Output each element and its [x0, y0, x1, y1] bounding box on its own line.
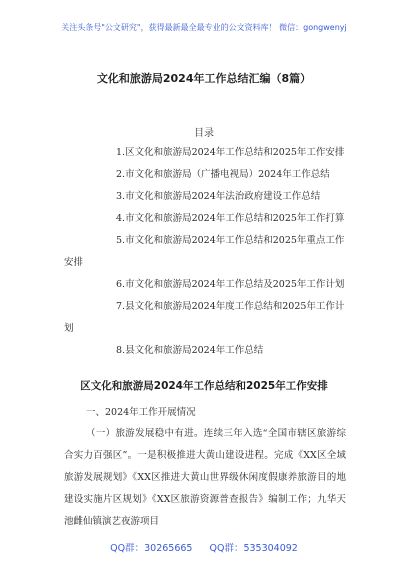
toc-item: 5.市文化和旅游局2024年工作总结和2025年重点工作安排	[64, 235, 345, 268]
toc-item: 1.区文化和旅游局2024年工作总结和2025年工作安排	[116, 147, 345, 158]
toc-item: 7.县文化和旅游局2024年度工作总结和2025年工作计划	[64, 301, 345, 334]
promo-header-text: 关注头条号"公文研究"，获得最新最全最专业的公文资料库！ 微信：gongwenyj	[61, 23, 347, 32]
toc-item: 8.县文化和旅游局2024年工作总结	[116, 345, 264, 356]
footer-qq-groups: QQ群：30265665 QQ群：535304092	[110, 543, 298, 554]
body-paragraph: （一）旅游发展稳中有进。连续三年入选“全国市辖区旅游综合实力百强区”。一是积极推进大黄山建设进程。完成《XX区全域旅游发展规划》《XX区推进大黄山世界级休闲度假康养旅游目的地建设实施片区规划》《XX区旅游资源普查报告》编制工作；九华天池雌仙镇演艺夜游项目	[64, 428, 346, 527]
toc-item: 6.市文化和旅游局2024年工作总结及2025年工作计划	[116, 279, 345, 290]
table-of-contents	[0, 142, 408, 362]
toc-item: 2.市文化和旅游局（广播电视局）2024年工作总结	[116, 169, 330, 180]
toc-heading: 目录	[194, 128, 214, 139]
section-title: 区文化和旅游局2024年工作总结和2025年工作安排	[80, 380, 328, 392]
document-title: 文化和旅游局2024年工作总结汇编（8篇）	[96, 72, 312, 85]
toc-item: 3.市文化和旅游局2024年法治政府建设工作总结	[116, 191, 321, 202]
section-subheading: 一、2024年工作开展情况	[86, 407, 196, 418]
toc-item: 4.市文化和旅游局2024年工作总结和2025年工作打算	[116, 213, 345, 224]
